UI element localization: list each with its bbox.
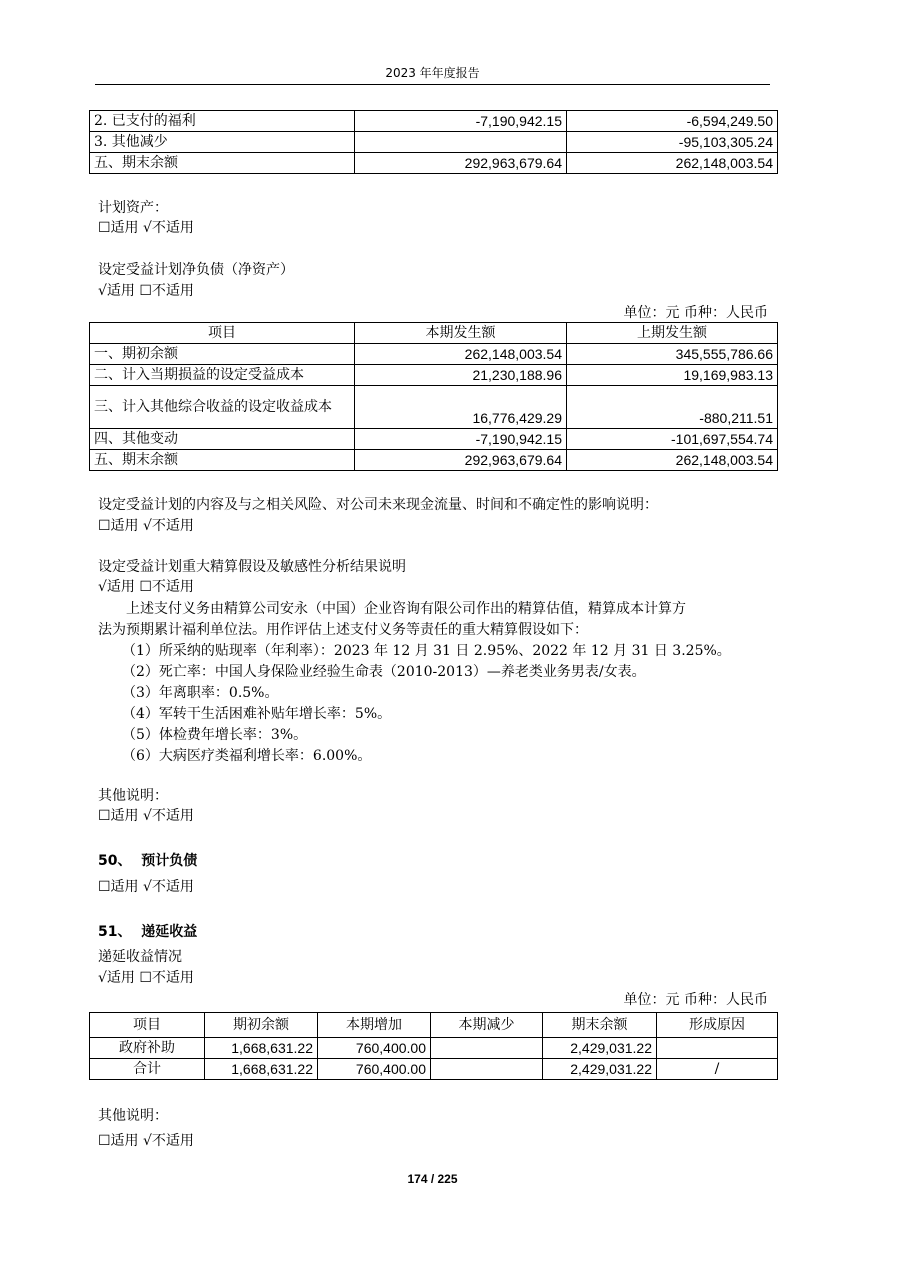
actuarial-item-2: （2）死亡率：中国人身保险业经验生命表（2010-2013）—养老类业务男表/女表。	[122, 664, 646, 680]
row-item: 五、期末余额	[90, 450, 355, 471]
col-header: 本期增加	[318, 1013, 431, 1038]
table-row	[90, 1038, 778, 1059]
row-prior: 262,148,003.54	[567, 153, 778, 174]
col-header-item: 项目	[90, 323, 355, 344]
col-header: 形成原因	[657, 1013, 778, 1038]
row-decrease	[431, 1059, 543, 1080]
section-50-title: 预计负债	[141, 853, 198, 869]
net-liability-unit: 单位：元 币种：人民币	[623, 305, 768, 321]
actuarial-item-3: （3）年离职率：0.5%。	[122, 685, 279, 701]
row-current: -7,190,942.15	[355, 111, 567, 132]
section-50-heading	[98, 851, 197, 871]
actuarial-item-5: （5）体检费年增长率：3%。	[122, 727, 308, 743]
section-51-heading	[98, 922, 197, 942]
col-header: 本期减少	[431, 1013, 543, 1038]
row-increase: 760,400.00	[318, 1059, 431, 1080]
row-current: -7,190,942.15	[355, 429, 567, 450]
row-reason: /	[657, 1059, 778, 1080]
row-prior: -101,697,554.74	[567, 429, 778, 450]
net-liability-label: 设定受益计划净负债（净资产）	[98, 262, 294, 278]
row-closing: 2,429,031.22	[543, 1038, 657, 1059]
table-header-row	[90, 1013, 778, 1038]
col-header: 期初余额	[205, 1013, 318, 1038]
row-item: 二、计入当期损益的设定受益成本	[90, 365, 355, 386]
row-item: 三、计入其他综合收益的设定收益成本	[90, 386, 355, 429]
plan-risk-options: ☐适用 √不适用	[98, 518, 194, 534]
actuarial-item-6: （6）大病医疗类福利增长率：6.00%。	[122, 748, 372, 764]
row-current: 292,963,679.64	[355, 153, 567, 174]
col-header: 项目	[90, 1013, 205, 1038]
row-opening: 1,668,631.22	[205, 1038, 318, 1059]
row-opening: 1,668,631.22	[205, 1059, 318, 1080]
table-row	[90, 111, 778, 132]
row-item: 政府补助	[90, 1038, 205, 1059]
table-row	[90, 1059, 778, 1080]
other-notes-2-options: ☐适用 √不适用	[98, 1133, 194, 1149]
net-liability-options: √适用 ☐不适用	[98, 283, 194, 299]
actuarial-options: √适用 ☐不适用	[98, 579, 194, 595]
other-notes-1-options: ☐适用 √不适用	[98, 808, 194, 824]
table-row	[90, 344, 778, 365]
plan-assets-label: 计划资产：	[98, 200, 168, 216]
other-notes-1-label: 其他说明：	[98, 788, 168, 804]
row-item: 四、其他变动	[90, 429, 355, 450]
row-prior: 262,148,003.54	[567, 450, 778, 471]
plan-risk-label: 设定受益计划的内容及与之相关风险、对公司未来现金流量、时间和不确定性的影响说明：	[98, 497, 658, 513]
row-item: 五、期末余额	[90, 153, 355, 174]
col-header-prior: 上期发生额	[567, 323, 778, 344]
row-current: 16,776,429.29	[355, 386, 567, 429]
section-51-number: 51、	[98, 924, 132, 940]
section-51-options: √适用 ☐不适用	[98, 970, 194, 986]
actuarial-paragraph-line1: 上述支付义务由精算公司安永（中国）企业咨询有限公司作出的精算估值，精算成本计算方	[126, 601, 686, 617]
section-50-options: ☐适用 √不适用	[98, 879, 194, 895]
deferred-income-unit: 单位：元 币种：人民币	[623, 992, 768, 1008]
row-item: 2. 已支付的福利	[90, 111, 355, 132]
row-item: 一、期初余额	[90, 344, 355, 365]
row-closing: 2,429,031.22	[543, 1059, 657, 1080]
table-row	[90, 429, 778, 450]
page-number: 174 / 225	[407, 1172, 458, 1186]
header-divider	[95, 84, 770, 85]
row-item: 合计	[90, 1059, 205, 1080]
row-prior: 345,555,786.66	[567, 344, 778, 365]
benefit-obligation-table-continued	[89, 110, 778, 174]
section-50-number: 50、	[98, 853, 132, 869]
row-current	[355, 132, 567, 153]
table-row	[90, 153, 778, 174]
row-decrease	[431, 1038, 543, 1059]
actuarial-item-1: （1）所采纳的贴现率（年利率）：2023 年 12 月 31 日 2.95%、2022 年 12 月 31 日 3.25%。	[122, 643, 731, 659]
table-row	[90, 365, 778, 386]
other-notes-2-label: 其他说明：	[98, 1108, 168, 1124]
section-51-title: 递延收益	[141, 924, 198, 940]
row-prior: -6,594,249.50	[567, 111, 778, 132]
table-header-row	[90, 323, 778, 344]
row-item: 3. 其他减少	[90, 132, 355, 153]
row-increase: 760,400.00	[318, 1038, 431, 1059]
row-current: 21,230,188.96	[355, 365, 567, 386]
report-header: 2023 年年度报告	[385, 66, 480, 80]
net-liability-table	[89, 322, 778, 471]
col-header-current: 本期发生额	[355, 323, 567, 344]
row-prior: 19,169,983.13	[567, 365, 778, 386]
col-header: 期末余额	[543, 1013, 657, 1038]
plan-assets-options: ☐适用 √不适用	[98, 220, 194, 236]
table-row	[90, 386, 778, 429]
table-row	[90, 450, 778, 471]
deferred-income-sub-label: 递延收益情况	[98, 949, 182, 965]
row-current: 262,148,003.54	[355, 344, 567, 365]
row-prior: -880,211.51	[567, 386, 778, 429]
actuarial-label: 设定受益计划重大精算假设及敏感性分析结果说明	[98, 559, 406, 575]
row-reason	[657, 1038, 778, 1059]
row-current: 292,963,679.64	[355, 450, 567, 471]
table-row	[90, 132, 778, 153]
actuarial-item-4: （4）军转干生活困难补贴年增长率：5%。	[122, 706, 392, 722]
deferred-income-table	[89, 1012, 778, 1080]
row-prior: -95,103,305.24	[567, 132, 778, 153]
actuarial-paragraph-line2: 法为预期累计福利单位法。用作评估上述支付义务等责任的重大精算假设如下：	[98, 622, 588, 638]
